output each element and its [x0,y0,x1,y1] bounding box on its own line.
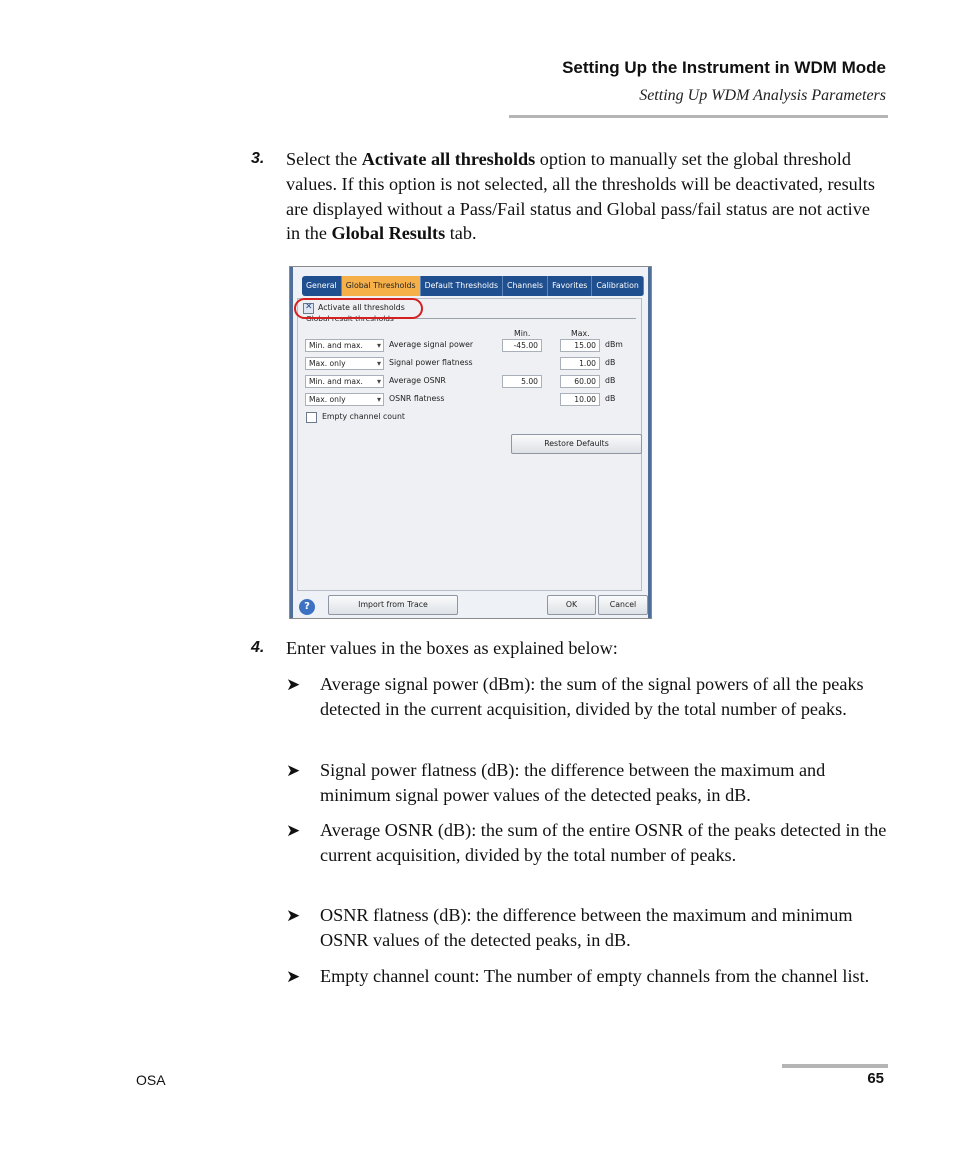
dialog-left-border [290,267,293,618]
step-3-text: tab. [445,223,477,244]
tab-calibration[interactable]: Calibration [592,276,643,296]
highlight-circle [294,298,423,319]
threshold-unit: dB [605,358,616,367]
threshold-mode-select[interactable]: Min. and max. ▾ [305,375,384,388]
bullet-arrow-icon: ➤ [286,675,301,694]
restore-defaults-button[interactable]: Restore Defaults [511,434,642,454]
bullet-text: Average signal power (dBm): the sum of the signal powers of all the peaks detected in the current acquisition, divided by the total number of peaks. [320,674,864,719]
cancel-button[interactable]: Cancel [598,595,648,615]
activate-all-thresholds-label: Activate all thresholds [318,303,405,312]
bullet-arrow-icon: ➤ [286,761,301,780]
footer-product: OSA [136,1072,166,1088]
tab-channels[interactable]: Channels [503,276,548,296]
footer-rule [782,1064,888,1068]
page-number: 65 [867,1070,884,1087]
settings-dialog-screenshot [289,266,652,619]
threshold-max-input[interactable]: 1.00 [560,357,600,370]
dialog-right-border [648,267,651,618]
threshold-mode-select[interactable]: Max. only ▾ [305,393,384,406]
bullet-arrow-icon: ➤ [286,821,301,840]
max-column-header: Max. [571,329,590,338]
bullet-arrow-icon: ➤ [286,906,301,925]
global-thresholds-pane [297,298,642,591]
threshold-label: OSNR flatness [389,394,445,403]
threshold-mode-select[interactable]: Min. and max. ▾ [305,339,384,352]
step-number-4: 4. [251,639,265,656]
import-from-trace-button[interactable]: Import from Trace [328,595,458,615]
threshold-max-input[interactable]: 10.00 [560,393,600,406]
threshold-label: Signal power flatness [389,358,473,367]
min-column-header: Min. [514,329,531,338]
step-3-text: option to manually set the global threshold values. If this option is not selected, all the thresholds will be deactivated, results are displayed without a Pass/Fail status and Global pass/fail status are not active in the [286,149,875,244]
group-title: Global result thresholds [306,314,394,323]
threshold-unit: dB [605,376,616,385]
header-rule [509,115,888,118]
tab-global-thresholds[interactable]: Global Thresholds [342,276,421,296]
bullet-text: Empty channel count: The number of empty channels from the channel list. [320,966,870,986]
empty-channel-count-checkbox[interactable] [306,412,317,423]
threshold-mode-select[interactable]: Max. only ▾ [305,357,384,370]
step-number-3: 3. [251,150,265,167]
threshold-max-input[interactable]: 15.00 [560,339,600,352]
step-4-intro: Enter values in the boxes as explained below: [286,638,618,658]
threshold-min-input[interactable]: 5.00 [502,375,542,388]
help-icon[interactable]: ? [299,599,315,615]
tab-favorites[interactable]: Favorites [548,276,592,296]
tab-general[interactable]: General [302,276,342,296]
bullet-text: OSNR flatness (dB): the difference between the maximum and minimum OSNR values of the detected peaks, in dB. [320,905,853,950]
running-header-title: Setting Up the Instrument in WDM Mode [562,58,886,77]
threshold-label: Average OSNR [389,376,446,385]
bullet-text: Average OSNR (dB): the sum of the entire OSNR of the peaks detected in the current acquisition, divided by the total number of peaks. [320,820,887,865]
step-3-text: Select the [286,149,362,169]
threshold-unit: dBm [605,340,623,349]
ok-button[interactable]: OK [547,595,596,615]
global-results-term: Global Results [331,223,446,244]
empty-channel-count-label: Empty channel count [322,412,405,421]
step-3-paragraph [286,147,886,246]
activate-term: Activate all thresholds [361,149,536,169]
running-header-subtitle: Setting Up WDM Analysis Parameters [639,87,886,104]
bullet-text: Signal power flatness (dB): the difference between the maximum and minimum signal power values of the detected peaks, in dB. [320,760,826,805]
threshold-max-input[interactable]: 60.00 [560,375,600,388]
threshold-label: Average signal power [389,340,474,349]
bullet-arrow-icon: ➤ [286,967,301,986]
tab-default-thresholds[interactable]: Default Thresholds [421,276,503,296]
threshold-unit: dB [605,394,616,403]
threshold-min-input[interactable]: -45.00 [502,339,542,352]
dialog-tab-bar [302,276,644,296]
